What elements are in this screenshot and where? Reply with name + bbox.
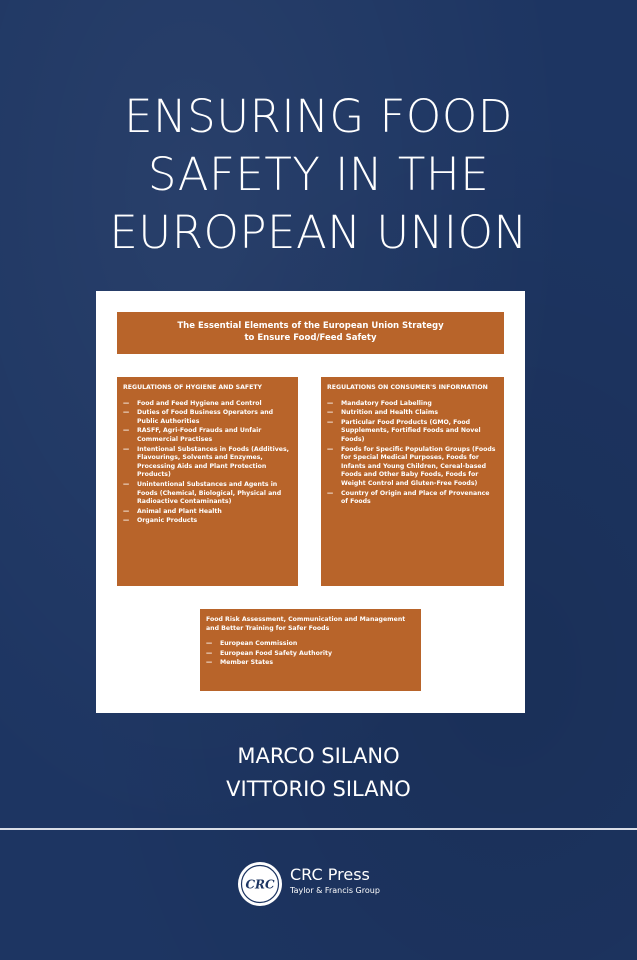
consumer-information-list [327,400,498,507]
list-item: — Unintentional Substances and Agents in Foods (Chemical, Biological, Physical and Radioactive Contaminants) [123,481,292,507]
diagram-header-box [117,312,504,354]
list-item: — Organic Products [123,517,292,526]
publisher-block [237,859,407,909]
risk-assessment-box [200,609,421,691]
crc-press-logo-icon [237,861,283,907]
hygiene-safety-box [117,377,298,586]
list-item: — RASFF, Agri-Food Frauds and Unfair Commercial Practises [123,427,292,444]
divider-line [0,828,637,830]
consumer-information-title: REGULATIONS ON CONSUMER'S INFORMATION [327,384,488,391]
authors [0,740,637,806]
list-item: — Nutrition and Health Claims [327,409,498,418]
diagram-header-line-2: to Ensure Food/Feed Safety [244,333,377,343]
hygiene-safety-title: REGULATIONS OF HYGIENE AND SAFETY [123,384,263,391]
list-item: — European Commission [206,640,415,649]
title-line-3: EUROPEAN UNION [109,206,528,259]
risk-assessment-title: Food Risk Assessment, Communication and Management and Better Training for Safer Foods [206,616,406,632]
author-name: MARCO SILANO [237,744,400,768]
list-item: — European Food Safety Authority [206,650,415,659]
list-item: — Mandatory Food Labelling [327,400,498,409]
hygiene-safety-list [123,400,292,526]
crc-logo-text: CRC [245,877,275,892]
consumer-information-box [321,377,504,586]
list-item: — Intentional Substances in Foods (Additives, Flavourings, Solvents and Enzymes, Processing Aids and Plant Protection Products) [123,446,292,480]
title-line-2: SAFETY IN THE [147,148,490,201]
publisher-group: Taylor & Francis Group [290,886,380,895]
list-item: — Country of Origin and Place of Provenance of Foods [327,490,498,507]
list-item: — Duties of Food Business Operators and Public Authorities [123,409,292,426]
list-item: — Member States [206,659,415,668]
list-item: — Food and Feed Hygiene and Control [123,400,292,409]
list-item: — Foods for Specific Population Groups (Foods for Special Medical Purposes, Foods for Infants and Young Children, Cereal-based Foods and Other Baby Foods, Foods for Weight Control and Gluten-Free Foods) [327,446,498,489]
list-item: — Particular Food Products (GMO, Food Supplements, Fortified Foods and Novel Foods) [327,419,498,445]
diagram-header-line-1: The Essential Elements of the European Union Strategy [177,321,444,331]
risk-assessment-list [206,640,415,668]
author-name: VITTORIO SILANO [226,777,411,801]
title-line-1: ENSURING FOOD [124,90,513,143]
diagram-panel [96,291,525,713]
publisher-name: CRC Press [290,865,370,884]
list-item: — Animal and Plant Health [123,508,292,517]
book-title [0,88,637,262]
